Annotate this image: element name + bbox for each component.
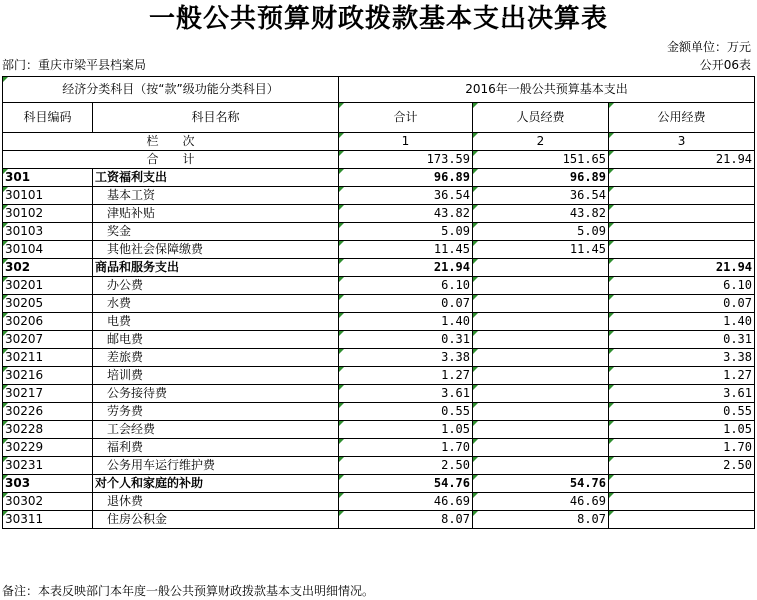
row-total: 5.09 <box>339 223 473 241</box>
table-row <box>3 421 755 439</box>
row-code: 30102 <box>3 205 93 223</box>
row-public: 1.40 <box>609 313 755 331</box>
column-label: 栏 次 <box>3 133 339 151</box>
row-name: 电费 <box>93 313 339 331</box>
department-label: 部门：重庆市梁平县档案局 <box>2 58 147 72</box>
row-public: 0.07 <box>609 295 755 313</box>
row-code: 30216 <box>3 367 93 385</box>
row-name: 公务用车运行维护费 <box>93 457 339 475</box>
row-personnel <box>473 439 609 457</box>
table-row <box>3 259 755 277</box>
row-code: 30231 <box>3 457 93 475</box>
row-public: 3.38 <box>609 349 755 367</box>
table-row <box>3 187 755 205</box>
row-public <box>609 205 755 223</box>
row-personnel: 36.54 <box>473 187 609 205</box>
row-total: 1.40 <box>339 313 473 331</box>
table-row <box>3 367 755 385</box>
row-personnel <box>473 277 609 295</box>
header-personnel: 人员经费 <box>473 103 609 133</box>
row-code: 30302 <box>3 493 93 511</box>
row-total: 54.76 <box>339 475 473 493</box>
row-public <box>609 241 755 259</box>
table-row <box>3 511 755 529</box>
row-public: 1.27 <box>609 367 755 385</box>
row-public: 3.61 <box>609 385 755 403</box>
table-row <box>3 331 755 349</box>
table-row <box>3 205 755 223</box>
column-number-1: 1 <box>339 133 473 151</box>
row-name: 邮电费 <box>93 331 339 349</box>
row-total: 8.07 <box>339 511 473 529</box>
row-personnel: 54.76 <box>473 475 609 493</box>
row-total: 0.31 <box>339 331 473 349</box>
row-total: 36.54 <box>339 187 473 205</box>
row-total: 46.69 <box>339 493 473 511</box>
row-name: 办公费 <box>93 277 339 295</box>
row-code: 30207 <box>3 331 93 349</box>
row-public: 0.31 <box>609 331 755 349</box>
header-category: 经济分类科目（按“款”级功能分类科目） <box>3 77 339 103</box>
row-public: 0.55 <box>609 403 755 421</box>
row-total: 0.55 <box>339 403 473 421</box>
table-row <box>3 313 755 331</box>
row-public: 21.94 <box>609 259 755 277</box>
row-total: 11.45 <box>339 241 473 259</box>
row-code: 30104 <box>3 241 93 259</box>
header-row-category <box>3 77 755 103</box>
row-name: 福利费 <box>93 439 339 457</box>
row-code: 302 <box>3 259 93 277</box>
row-personnel: 96.89 <box>473 169 609 187</box>
header-public: 公用经费 <box>609 103 755 133</box>
row-code: 30101 <box>3 187 93 205</box>
table-row <box>3 241 755 259</box>
row-code: 30103 <box>3 223 93 241</box>
row-total: 2.50 <box>339 457 473 475</box>
row-total: 3.61 <box>339 385 473 403</box>
row-public: 1.05 <box>609 421 755 439</box>
row-name: 公务接待费 <box>93 385 339 403</box>
row-total: 1.05 <box>339 421 473 439</box>
table-row <box>3 385 755 403</box>
column-number-2: 2 <box>473 133 609 151</box>
row-personnel <box>473 331 609 349</box>
row-personnel <box>473 295 609 313</box>
row-public: 2.50 <box>609 457 755 475</box>
row-personnel: 5.09 <box>473 223 609 241</box>
column-number-3: 3 <box>609 133 755 151</box>
form-number: 公开06表 <box>699 58 751 72</box>
row-total: 21.94 <box>339 259 473 277</box>
budget-table <box>2 76 755 529</box>
row-code: 30311 <box>3 511 93 529</box>
column-number-row <box>3 133 755 151</box>
row-total: 0.07 <box>339 295 473 313</box>
table-row <box>3 349 755 367</box>
table-row <box>3 223 755 241</box>
footer-note: 备注：本表反映部门本年度一般公共预算财政拨款基本支出明细情况。 <box>2 584 375 598</box>
table-row <box>3 493 755 511</box>
row-code: 30201 <box>3 277 93 295</box>
row-name: 基本工资 <box>93 187 339 205</box>
row-personnel <box>473 385 609 403</box>
row-code: 301 <box>3 169 93 187</box>
row-name: 工资福利支出 <box>93 169 339 187</box>
table-row <box>3 295 755 313</box>
row-name: 对个人和家庭的补助 <box>93 475 339 493</box>
table-row <box>3 403 755 421</box>
row-personnel: 43.82 <box>473 205 609 223</box>
row-code: 30229 <box>3 439 93 457</box>
row-public <box>609 511 755 529</box>
table-row <box>3 169 755 187</box>
row-public <box>609 475 755 493</box>
row-public <box>609 223 755 241</box>
row-public: 6.10 <box>609 277 755 295</box>
row-personnel <box>473 421 609 439</box>
table-row <box>3 277 755 295</box>
summary-total: 173.59 <box>339 151 473 169</box>
row-name: 劳务费 <box>93 403 339 421</box>
row-name: 水费 <box>93 295 339 313</box>
header-row-columns <box>3 103 755 133</box>
summary-label: 合 计 <box>3 151 339 169</box>
row-code: 30211 <box>3 349 93 367</box>
header-budget: 2016年一般公共预算基本支出 <box>339 77 755 103</box>
row-personnel <box>473 457 609 475</box>
row-code: 30205 <box>3 295 93 313</box>
row-personnel <box>473 349 609 367</box>
row-code: 303 <box>3 475 93 493</box>
row-public <box>609 493 755 511</box>
row-code: 30226 <box>3 403 93 421</box>
row-name: 工会经费 <box>93 421 339 439</box>
row-name: 其他社会保障缴费 <box>93 241 339 259</box>
row-personnel <box>473 313 609 331</box>
row-public <box>609 187 755 205</box>
summary-personnel: 151.65 <box>473 151 609 169</box>
row-total: 43.82 <box>339 205 473 223</box>
row-personnel: 8.07 <box>473 511 609 529</box>
row-code: 30217 <box>3 385 93 403</box>
row-name: 培训费 <box>93 367 339 385</box>
header-code: 科目编码 <box>3 103 93 133</box>
row-name: 奖金 <box>93 223 339 241</box>
table-row <box>3 475 755 493</box>
row-name: 商品和服务支出 <box>93 259 339 277</box>
row-code: 30206 <box>3 313 93 331</box>
row-total: 1.27 <box>339 367 473 385</box>
row-name: 退休费 <box>93 493 339 511</box>
row-personnel <box>473 259 609 277</box>
row-personnel <box>473 367 609 385</box>
row-code: 30228 <box>3 421 93 439</box>
row-total: 96.89 <box>339 169 473 187</box>
row-personnel: 11.45 <box>473 241 609 259</box>
table-row <box>3 457 755 475</box>
summary-row <box>3 151 755 169</box>
row-total: 3.38 <box>339 349 473 367</box>
row-personnel <box>473 403 609 421</box>
row-name: 差旅费 <box>93 349 339 367</box>
row-name: 住房公积金 <box>93 511 339 529</box>
amount-unit: 金额单位：万元 <box>666 40 751 54</box>
row-public <box>609 169 755 187</box>
row-total: 6.10 <box>339 277 473 295</box>
row-total: 1.70 <box>339 439 473 457</box>
table-row <box>3 439 755 457</box>
header-total: 合计 <box>339 103 473 133</box>
row-name: 津贴补贴 <box>93 205 339 223</box>
row-public: 1.70 <box>609 439 755 457</box>
row-personnel: 46.69 <box>473 493 609 511</box>
header-name: 科目名称 <box>93 103 339 133</box>
summary-public: 21.94 <box>609 151 755 169</box>
page-title: 一般公共预算财政拨款基本支出决算表 <box>148 4 608 34</box>
